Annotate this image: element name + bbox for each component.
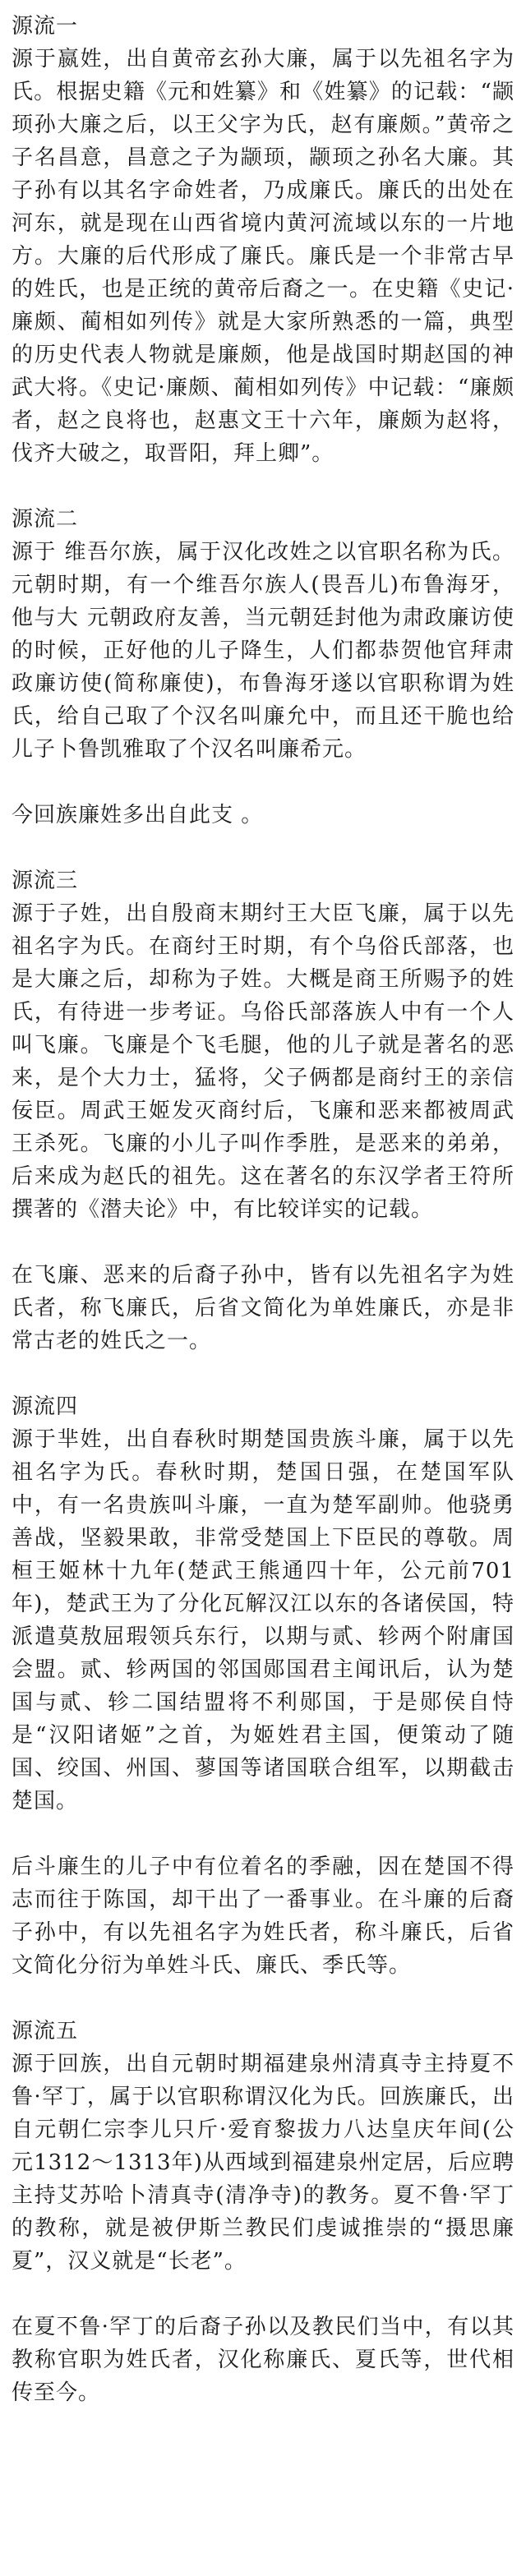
section-paragraph: 源于子姓，出自殷商末期纣王大臣飞廉，属于以先祖名字为氏。在商纣王时期，有个乌俗氏部落，也是大廉之后，却称为子姓。大概是商王所赐予的姓氏，有待进一步考证。乌俗氏部落族人中有一个人叫飞廉。飞廉是个飞毛腿，他的儿子就是著名的恶来，是个大力士，猛将，父子俩都是商纣王的亲信佞臣。周武王姬发灭商纣后，飞廉和恶来都被周武王杀死。飞廉的小儿子叫作季胜，是恶来的弟弟，后来成为赵氏的祖先。这在著名的东汉学者王符所撰著的《潜夫论》中，有比较详实的记载。 [12,901,514,1222]
section-origin-4 [12,1390,514,1982]
section-paragraph: 源于芈姓，出自春秋时期楚国贵族斗廉，属于以先祖名字为氏。春秋时期，楚国日强，在楚国军队中，有一名贵族叫斗廉，一直为楚军副帅。他骁勇善战，坚毅果敢，非常受楚国上下臣民的尊敬。周桓王姬林十九年(楚武王熊通四十年，公元前701年)，楚武王为了分化瓦解汉江以东的各诸侯国，特派遣莫敖屈瑕领兵东行，以期与贰、轸两个附庸国会盟。贰、轸两国的邻国郧国君主闻讯后，认为楚国与贰、轸二国结盟将不利郧国，于是郧侯自恃是“汉阳诸姬”之首，为姬姓君主国，便策动了随国、绞国、州国、蓼国等诸国联合组军，以期截击楚国。 [12,1427,514,1813]
section-paragraph: 今回族廉姓多出自此支 。 [12,803,264,827]
section-heading: 源流一 [12,14,79,39]
section-heading: 源流四 [12,1394,79,1419]
section-paragraph: 在夏不鲁·罕丁的后裔子孙以及教民们当中，有以其教称官职为姓氏者，汉化称廉氏、夏氏等，世代相传至今。 [12,2315,514,2405]
section-origin-3 [12,864,514,1357]
section-origin-5 [12,2015,514,2409]
section-heading: 源流三 [12,869,79,893]
section-origin-1 [12,10,514,470]
section-heading: 源流二 [12,507,79,532]
section-paragraph: 源于 维吾尔族，属于汉化改姓之以官职名称为氏。元朝时期，有一个维吾尔族人(畏吾儿)布鲁海牙，他与大 元朝政府友善，当元朝廷封他为肃政廉访使的时候，正好他的儿子降生，人们都恭贺他官拜肃政廉访使(简称廉使)，布鲁海牙遂以官职称谓为姓氏，给自己取了个汉名叫廉允中，而且还干脆也给儿子卜鲁凯雅取了个汉名叫廉希元。 [12,540,514,762]
section-paragraph: 后斗廉生的儿子中有位着名的季融，因在楚国不得志而往于陈国，却干出了一番事业。在斗廉的后裔子孙中，有以先祖名字为姓氏者，称斗廉氏，后省文简化分衍为单姓斗氏、廉氏、季氏等。 [12,1855,514,1978]
section-paragraph: 源于回族，出自元朝时期福建泉州清真寺主持夏不鲁·罕丁，属于以官职称谓汉化为氏。回族廉氏，出自元朝仁宗李儿只斤·爱育黎拔力八达皇庆年间(公元1312～1313年)从西域到福建泉州定居，后应聘主持艾苏哈卜清真寺(清净寺)的教务。夏不鲁·罕丁的教称，就是被伊斯兰教民们虔诚推崇的“摄思廉夏”，汉义就是“长老”。 [12,2052,514,2274]
section-paragraph: 源于嬴姓，出自黄帝玄孙大廉，属于以先祖名字为氏。根据史籍《元和姓纂》和《姓纂》的记载：“颛顼孙大廉之后，以王父字为氏，赵有廉颇。”黄帝之子名昌意，昌意之子为颛顼，颛顼之孙名大廉。其子孙有以其名字命姓者，乃成廉氏。廉氏的出处在河东，就是现在山西省境内黄河流域以东的一片地方。大廉的后代形成了廉氏。廉氏是一个非常古早的姓氏，也是正统的黄帝后裔之一。在史籍《史记·廉颇、蔺相如列传》就是大家所熟悉的一篇，典型的历史代表人物就是廉颇，他是战国时期赵国的神武大将。《史记·廉颇、蔺相如列传》中记载：“廉颇者，赵之良将也，赵惠文王十六年，廉颇为赵将，伐齐大破之，取晋阳，拜上卿”。 [12,47,514,466]
section-heading: 源流五 [12,2019,79,2044]
section-paragraph: 在飞廉、恶来的后裔子孙中，皆有以先祖名字为姓氏者，称飞廉氏，后省文简化为单姓廉氏，亦是非常古老的姓氏之一。 [12,1263,514,1353]
section-origin-2 [12,503,514,832]
